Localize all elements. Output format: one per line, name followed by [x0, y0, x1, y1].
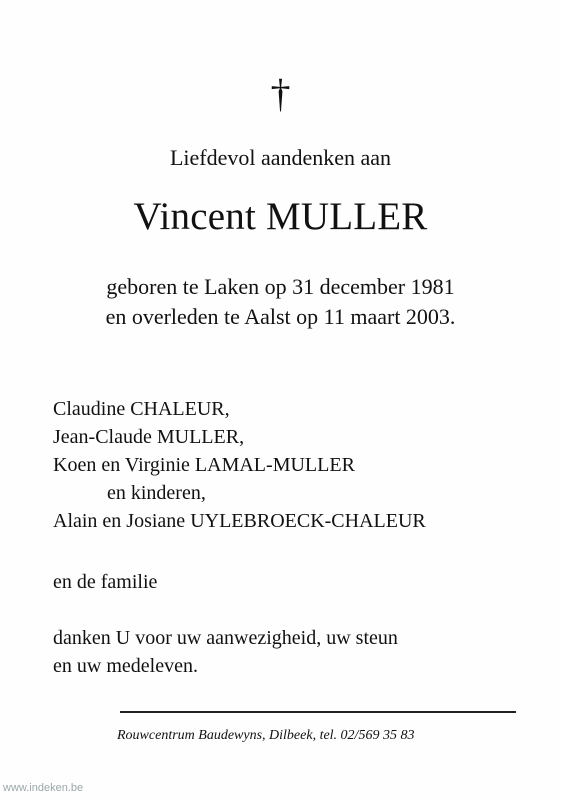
life-dates [0, 272, 561, 332]
family-line: en de familie [53, 571, 158, 593]
death-line: en overleden te Aalst op 11 maart 2003. [105, 304, 456, 329]
mourner-line: Jean-Claude MULLER, [53, 426, 245, 448]
intro-text: Liefdevol aandenken aan [169, 145, 392, 170]
thanks-line: en uw medeleven. [53, 655, 198, 677]
divider [120, 711, 516, 713]
thanks-text [53, 624, 398, 680]
mourner-line: Koen en Virginie LAMAL-MULLER [53, 454, 355, 476]
mourner-line: en kinderen, [107, 482, 206, 504]
site-watermark: www.indeken.be [3, 782, 84, 794]
deceased-name: Vincent MULLER [133, 195, 428, 238]
mourner-line: Claudine CHALEUR, [53, 398, 230, 420]
mourners-list [53, 395, 426, 535]
funeral-home-footer: Rouwcentrum Baudewyns, Dilbeek, tel. 02/569 35 83 [117, 728, 415, 743]
cross-icon: † [270, 71, 291, 116]
mourner-line: Alain en Josiane UYLEBROECK-CHALEUR [53, 510, 426, 532]
birth-line: geboren te Laken op 31 december 1981 [106, 274, 455, 299]
thanks-line: danken U voor uw aanwezigheid, uw steun [53, 627, 398, 649]
